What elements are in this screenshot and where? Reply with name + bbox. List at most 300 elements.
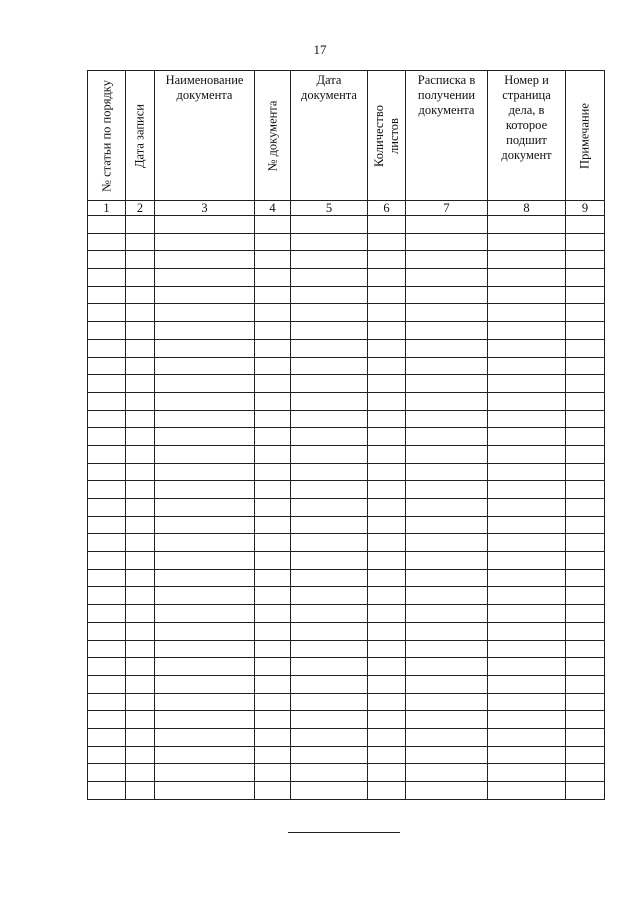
table-cell <box>126 728 155 746</box>
table-cell <box>291 357 368 375</box>
table-cell <box>488 782 566 800</box>
table-cell <box>291 552 368 570</box>
table-cell <box>155 322 255 340</box>
table-cell <box>566 463 605 481</box>
table-cell <box>255 357 291 375</box>
table-cell <box>488 233 566 251</box>
table-row <box>88 463 605 481</box>
table-cell <box>126 552 155 570</box>
table-cell <box>488 251 566 269</box>
table-cell <box>291 728 368 746</box>
table-cell <box>368 693 406 711</box>
table-cell <box>126 764 155 782</box>
table-cell <box>368 764 406 782</box>
table-row <box>88 764 605 782</box>
table-cell <box>291 516 368 534</box>
table-cell <box>88 569 126 587</box>
table-cell <box>155 339 255 357</box>
table-body <box>88 201 605 800</box>
table-cell <box>566 622 605 640</box>
table-cell <box>155 622 255 640</box>
table-cell <box>406 269 488 287</box>
header-cell <box>566 71 605 201</box>
table-cell <box>255 693 291 711</box>
table-cell <box>488 216 566 234</box>
table-cell <box>155 534 255 552</box>
table-cell <box>368 233 406 251</box>
table-row <box>88 339 605 357</box>
table-cell <box>88 233 126 251</box>
table-cell <box>155 410 255 428</box>
table-row <box>88 286 605 304</box>
table-cell <box>566 499 605 517</box>
table-cell <box>126 499 155 517</box>
table-cell <box>406 622 488 640</box>
table-cell <box>406 782 488 800</box>
table-cell <box>155 728 255 746</box>
table-cell <box>406 392 488 410</box>
table-cell <box>88 711 126 729</box>
table-cell <box>88 499 126 517</box>
table-row <box>88 481 605 499</box>
table-cell <box>291 658 368 676</box>
table-cell <box>488 322 566 340</box>
table-cell <box>291 782 368 800</box>
table-cell <box>126 481 155 499</box>
table-cell <box>88 782 126 800</box>
table-cell <box>255 552 291 570</box>
table-cell <box>255 499 291 517</box>
table-cell <box>406 658 488 676</box>
table-cell <box>368 286 406 304</box>
table-cell <box>155 675 255 693</box>
table-cell <box>291 693 368 711</box>
table-cell <box>126 746 155 764</box>
table-cell <box>488 445 566 463</box>
table-cell <box>155 304 255 322</box>
table-cell <box>406 322 488 340</box>
table-cell <box>88 605 126 623</box>
table-cell <box>88 304 126 322</box>
table-cell <box>488 428 566 446</box>
table-cell <box>488 711 566 729</box>
table-cell <box>88 746 126 764</box>
table-row <box>88 569 605 587</box>
table-cell <box>155 251 255 269</box>
table-cell <box>155 746 255 764</box>
table-cell <box>368 445 406 463</box>
table-cell <box>368 782 406 800</box>
table-cell <box>155 286 255 304</box>
table-row <box>88 782 605 800</box>
table-row <box>88 392 605 410</box>
table-cell <box>566 428 605 446</box>
table-cell <box>291 605 368 623</box>
table-cell <box>291 286 368 304</box>
table-cell <box>488 569 566 587</box>
table-cell <box>155 357 255 375</box>
column-number: 9 <box>566 201 605 216</box>
table-cell <box>88 286 126 304</box>
table-cell <box>488 534 566 552</box>
table-cell <box>88 658 126 676</box>
table-cell <box>488 392 566 410</box>
table-cell <box>155 445 255 463</box>
table-cell <box>291 463 368 481</box>
table-cell <box>566 693 605 711</box>
table-cell <box>566 746 605 764</box>
signature-line <box>288 832 400 833</box>
table-cell <box>126 658 155 676</box>
table-cell <box>126 534 155 552</box>
table-cell <box>488 587 566 605</box>
table-cell <box>406 339 488 357</box>
table-cell <box>291 587 368 605</box>
table-cell <box>566 286 605 304</box>
table-cell <box>88 392 126 410</box>
table-row <box>88 375 605 393</box>
table-row <box>88 233 605 251</box>
table-cell <box>406 693 488 711</box>
table-cell <box>406 640 488 658</box>
table-cell <box>488 640 566 658</box>
table-cell <box>126 640 155 658</box>
table-cell <box>291 711 368 729</box>
table-cell <box>488 357 566 375</box>
table-cell <box>88 251 126 269</box>
table-cell <box>88 640 126 658</box>
table-cell <box>368 552 406 570</box>
table-cell <box>291 764 368 782</box>
table-cell <box>88 357 126 375</box>
table-cell <box>126 782 155 800</box>
table-cell <box>488 410 566 428</box>
table-cell <box>126 339 155 357</box>
table-cell <box>368 410 406 428</box>
table-cell <box>566 251 605 269</box>
page-number: 17 <box>313 42 327 57</box>
table-cell <box>88 622 126 640</box>
table-row <box>88 622 605 640</box>
table-cell <box>406 428 488 446</box>
table-row <box>88 216 605 234</box>
table-cell <box>255 304 291 322</box>
table-cell <box>406 711 488 729</box>
header-cell <box>368 71 406 201</box>
table-cell <box>488 746 566 764</box>
header-label: Номер и страница дела, в которое подшит документ <box>501 73 552 162</box>
table-cell <box>368 428 406 446</box>
table-cell <box>155 375 255 393</box>
column-number: 1 <box>88 201 126 216</box>
table-cell <box>88 481 126 499</box>
table-cell <box>566 410 605 428</box>
table-cell <box>566 587 605 605</box>
table-cell <box>255 534 291 552</box>
table-row <box>88 587 605 605</box>
table-cell <box>566 552 605 570</box>
table-cell <box>566 481 605 499</box>
table-cell <box>155 499 255 517</box>
table-row <box>88 605 605 623</box>
table-cell <box>566 569 605 587</box>
column-number: 2 <box>126 201 155 216</box>
table-cell <box>126 251 155 269</box>
table-cell <box>155 605 255 623</box>
table-row <box>88 445 605 463</box>
table-cell <box>155 640 255 658</box>
table-row <box>88 693 605 711</box>
table-cell <box>88 375 126 393</box>
table-cell <box>488 339 566 357</box>
header-label: Наименование документа <box>165 73 244 102</box>
table-cell <box>255 728 291 746</box>
table-cell <box>488 286 566 304</box>
table-cell <box>155 428 255 446</box>
header-label: № статьи по порядку <box>99 79 113 192</box>
table-cell <box>255 410 291 428</box>
table-cell <box>406 251 488 269</box>
table-cell <box>291 410 368 428</box>
table-cell <box>566 516 605 534</box>
table-row <box>88 269 605 287</box>
table-cell <box>406 410 488 428</box>
table-cell <box>255 605 291 623</box>
table-row <box>88 675 605 693</box>
table-cell <box>88 463 126 481</box>
table-cell <box>566 269 605 287</box>
table-cell <box>566 216 605 234</box>
table-row <box>88 357 605 375</box>
table-cell <box>406 216 488 234</box>
table-cell <box>488 499 566 517</box>
table-cell <box>126 428 155 446</box>
table-cell <box>368 622 406 640</box>
table-cell <box>368 675 406 693</box>
table-row <box>88 499 605 517</box>
table-cell <box>126 233 155 251</box>
table-cell <box>488 693 566 711</box>
header-cell <box>291 71 368 201</box>
table-cell <box>368 728 406 746</box>
table-cell <box>406 605 488 623</box>
table-row <box>88 552 605 570</box>
table-cell <box>155 693 255 711</box>
table-cell <box>126 216 155 234</box>
table-row <box>88 304 605 322</box>
table-cell <box>566 375 605 393</box>
column-number-row <box>88 201 605 216</box>
table-cell <box>255 322 291 340</box>
table-cell <box>255 286 291 304</box>
header-label: Расписка в получении документа <box>417 73 476 117</box>
table-cell <box>488 605 566 623</box>
table-cell <box>126 445 155 463</box>
table-cell <box>368 392 406 410</box>
column-number: 4 <box>255 201 291 216</box>
table-row <box>88 658 605 676</box>
table-cell <box>291 534 368 552</box>
table-cell <box>255 764 291 782</box>
table-cell <box>406 463 488 481</box>
column-number: 8 <box>488 201 566 216</box>
table-cell <box>88 534 126 552</box>
table-cell <box>255 658 291 676</box>
table-cell <box>368 534 406 552</box>
table-cell <box>406 534 488 552</box>
table-row <box>88 711 605 729</box>
column-number: 3 <box>155 201 255 216</box>
table-cell <box>155 516 255 534</box>
table-row <box>88 516 605 534</box>
table-cell <box>291 640 368 658</box>
table-cell <box>406 499 488 517</box>
table-cell <box>488 269 566 287</box>
table-cell <box>88 410 126 428</box>
table-cell <box>368 516 406 534</box>
table-cell <box>368 322 406 340</box>
table-cell <box>88 552 126 570</box>
table-row <box>88 640 605 658</box>
table-cell <box>126 693 155 711</box>
table-cell <box>368 605 406 623</box>
table-cell <box>155 463 255 481</box>
table-cell <box>88 728 126 746</box>
header-label: Примечание <box>577 102 592 169</box>
table-cell <box>291 322 368 340</box>
table-cell <box>368 216 406 234</box>
table-cell <box>566 764 605 782</box>
table-cell <box>406 587 488 605</box>
table-row <box>88 410 605 428</box>
table-cell <box>368 251 406 269</box>
table-cell <box>566 675 605 693</box>
table-cell <box>291 622 368 640</box>
table-cell <box>488 463 566 481</box>
table-cell <box>566 322 605 340</box>
table-cell <box>255 675 291 693</box>
table-cell <box>368 481 406 499</box>
table-cell <box>566 392 605 410</box>
table-cell <box>255 428 291 446</box>
table-cell <box>406 304 488 322</box>
table-cell <box>368 569 406 587</box>
table-cell <box>88 339 126 357</box>
table-cell <box>126 605 155 623</box>
table-cell <box>368 640 406 658</box>
table-cell <box>566 339 605 357</box>
table-cell <box>291 499 368 517</box>
table-cell <box>291 304 368 322</box>
header-cell <box>255 71 291 201</box>
table-cell <box>155 392 255 410</box>
table-cell <box>255 481 291 499</box>
table-row <box>88 746 605 764</box>
table-cell <box>368 339 406 357</box>
table-cell <box>406 445 488 463</box>
document-registry-table <box>87 70 605 800</box>
header-label: Дата документа <box>301 73 357 102</box>
table-cell <box>88 587 126 605</box>
table-cell <box>126 622 155 640</box>
table-cell <box>566 445 605 463</box>
table-cell <box>126 286 155 304</box>
table-cell <box>566 534 605 552</box>
table-cell <box>368 357 406 375</box>
table-cell <box>566 640 605 658</box>
table-cell <box>255 216 291 234</box>
table-cell <box>406 746 488 764</box>
column-number: 5 <box>291 201 368 216</box>
table-cell <box>88 428 126 446</box>
table-cell <box>566 711 605 729</box>
table-cell <box>155 569 255 587</box>
column-number: 7 <box>406 201 488 216</box>
table-cell <box>406 675 488 693</box>
table-cell <box>488 658 566 676</box>
table-cell <box>368 746 406 764</box>
table-cell <box>155 782 255 800</box>
table-cell <box>155 233 255 251</box>
table-cell <box>406 357 488 375</box>
table-cell <box>155 216 255 234</box>
table-cell <box>368 711 406 729</box>
column-number: 6 <box>368 201 406 216</box>
table-cell <box>488 481 566 499</box>
table-cell <box>566 782 605 800</box>
table-cell <box>126 322 155 340</box>
table-cell <box>368 304 406 322</box>
table-cell <box>368 463 406 481</box>
table-cell <box>255 622 291 640</box>
header-cell <box>488 71 566 201</box>
table-row <box>88 534 605 552</box>
table-cell <box>368 375 406 393</box>
table-cell <box>88 269 126 287</box>
table-cell <box>488 675 566 693</box>
table-cell <box>291 269 368 287</box>
table-cell <box>488 728 566 746</box>
table-cell <box>255 569 291 587</box>
table-cell <box>406 233 488 251</box>
table-cell <box>255 463 291 481</box>
header-cell <box>406 71 488 201</box>
table-cell <box>155 552 255 570</box>
table-cell <box>255 339 291 357</box>
table-cell <box>566 304 605 322</box>
table-cell <box>255 445 291 463</box>
table-cell <box>566 233 605 251</box>
table-cell <box>291 746 368 764</box>
table-cell <box>255 251 291 269</box>
header-label: № документа <box>265 100 279 171</box>
table-cell <box>255 269 291 287</box>
table-cell <box>566 728 605 746</box>
table-cell <box>155 711 255 729</box>
table-cell <box>255 711 291 729</box>
table-cell <box>368 587 406 605</box>
header-label: Дата записи <box>132 103 147 168</box>
table-cell <box>488 622 566 640</box>
header-row <box>88 71 605 201</box>
table-cell <box>255 233 291 251</box>
table-cell <box>155 269 255 287</box>
table-cell <box>255 782 291 800</box>
table-cell <box>155 658 255 676</box>
table-cell <box>406 552 488 570</box>
table-cell <box>291 375 368 393</box>
table-cell <box>406 516 488 534</box>
